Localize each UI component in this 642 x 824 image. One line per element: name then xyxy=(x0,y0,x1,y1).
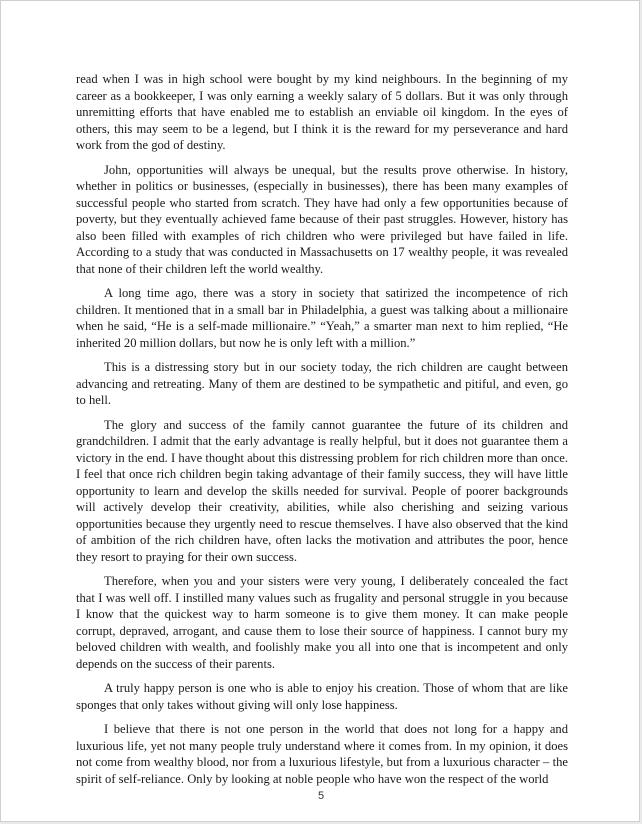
page-number: 5 xyxy=(317,790,325,802)
paragraph-1: read when I was in high school were bought by my kind neighbours. In the beginning of my career as a bookkeeper, I was only earning a weekly salary of 5 dollars. But it was only through unremitting efforts that have enabled me to establish an enviable oil kingdom. In the eyes of others, this may seem to be a legend, but I think it is the reward for my perseverance and hard work from the god of destiny. xyxy=(76,72,568,152)
paragraph-3: A long time ago, there was a story in society that satirized the incompetence of rich children. It mentioned that in a small bar in Philadelphia, a guest was talking about a millionaire when he said, “He is a self-made millionaire.” “Yeah,” a smarter man next to him replied, “He inherited 20 million dollars, but now he is only left with a million.” xyxy=(76,286,568,350)
paragraph-8: I believe that there is not one person in the world that does not long for a happy and luxurious life, yet not many people truly understand where it comes from. In my opinion, it does not come from wealthy blood, nor from a luxurious lifestyle, but from a luxurious character – the spirit of self-reliance. Only by looking at noble people who have won the respect of the world xyxy=(76,722,568,786)
paragraph-5: The glory and success of the family cannot guarantee the future of its children and grandchildren. I admit that the early advantage is really helpful, but it does not guarantee them a victory in the end. I have thought about this distressing problem for rich children more than once. I feel that once rich children begin taking advantage of their family success, they will have little opportunity to learn and develop the skills needed for survival. People of poorer backgrounds will actively develop their creativity, abilities, while also cherishing and seizing various opportunities because they urgently need to rescue themselves. I have also observed that the kind of ambition of the rich children have, often lacks the motivation and attributes the poor, hence they resort to praying for their own success. xyxy=(76,417,568,564)
paragraph-6: Therefore, when you and your sisters were very young, I deliberately concealed the fact that I was well off. I instilled many values such as frugality and personal struggle in you because I know that the quickest way to harm someone is to give them money. It can make people corrupt, depraved, arrogant, and cause them to lose their source of happiness. I cannot bury my beloved children with wealth, and foolishly make you all into one that is incompetent and only depends on the success of their parents. xyxy=(76,574,568,671)
paragraph-2: John, opportunities will always be unequal, but the results prove otherwise. In history, whether in politics or businesses, (especially in businesses), there has been many examples of successful people who started from scratch. They have had only a few opportunities because of poverty, but they eventually achieved fame because of their past struggles. However, history has also been filled with examples of rich children who were privileged but have failed in life. According to a study that was conducted in Massachusetts on 17 wealthy people, it was revealed that none of their children left the world wealthy. xyxy=(76,162,568,276)
paragraph-7: A truly happy person is one who is able to enjoy his creation. Those of whom that are like sponges that only takes without giving will only lose happiness. xyxy=(76,681,568,712)
paragraph-4: This is a distressing story but in our society today, the rich children are caught between advancing and retreating. Many of them are destined to be sympathetic and pitiful, and even, go to hell. xyxy=(76,360,568,407)
page-body xyxy=(76,71,568,795)
